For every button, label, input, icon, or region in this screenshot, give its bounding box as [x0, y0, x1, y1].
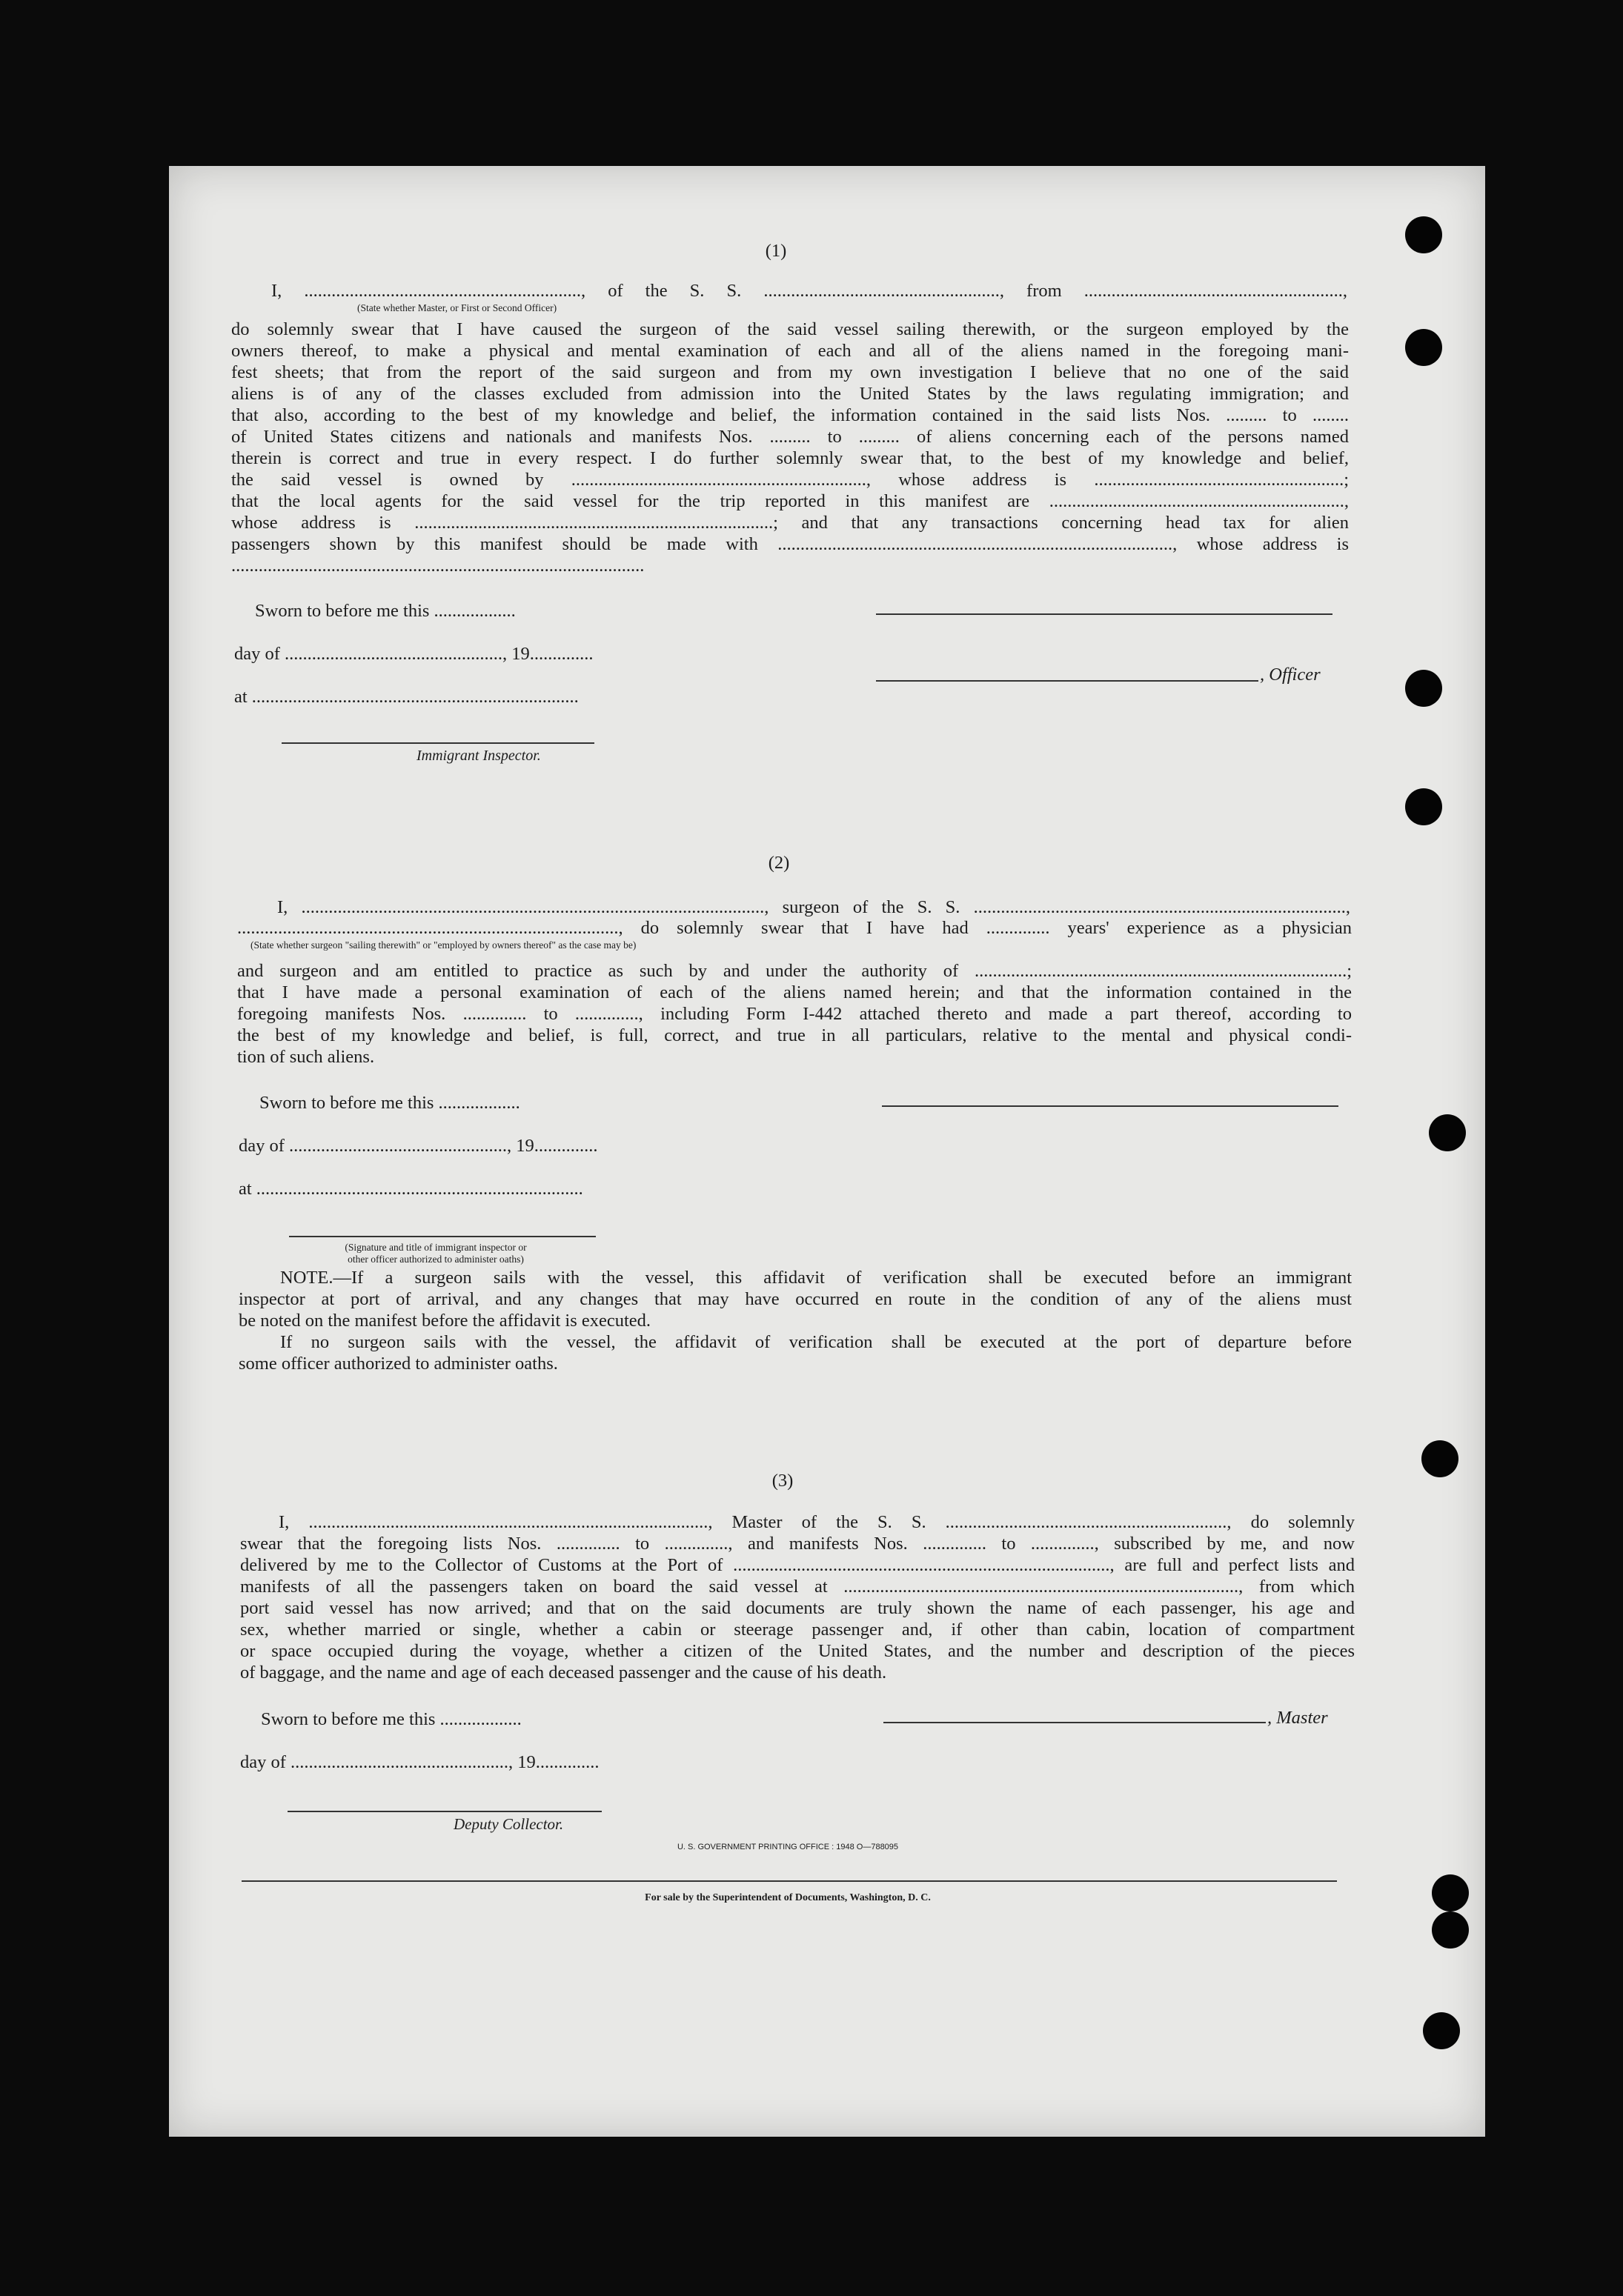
binder-hole [1405, 788, 1442, 825]
section-2-second-line: ...................................................................................., do solemnly swear that I have had .............. years' experience as a physician [237, 918, 1352, 938]
section-1-officer-note: (State whether Master, or First or Second Officer) [357, 302, 557, 313]
oath-line: and surgeon and am entitled to practice as such by and under the authority of ..................................................................................; [237, 961, 1352, 981]
oath-line: do solemnly swear that I have caused the surgeon of the said vessel sailing therewith, or the surgeon employed by the [231, 319, 1349, 339]
note-line: NOTE.—If a surgeon sails with the vessel, this affidavit of verification shall be executed before an immigrant [280, 1268, 1352, 1288]
oath-line: fest sheets; that from the report of the said surgeon and from my own investigation I believe that no one of the said [231, 362, 1349, 382]
note-line: inspector at port of arrival, and any changes that may have occurred en route in the condition of any of the aliens must [239, 1289, 1352, 1309]
note-line: some officer authorized to administer oaths. [239, 1354, 558, 1374]
printing-office-imprint: U. S. GOVERNMENT PRINTING OFFICE : 1948 O—788095 [677, 1843, 899, 1851]
binder-hole [1421, 1440, 1458, 1477]
section-1-inspector-signature-line [282, 742, 594, 744]
oath-line: delivered by me to the Collector of Customs at the Port of ..................................................................................., are full and perfect lists and [240, 1555, 1355, 1575]
oath-line: passengers shown by this manifest should be made with ......................................................................................., whose address is [231, 534, 1349, 554]
binder-hole [1405, 670, 1442, 707]
section-3-master-label: , Master [1267, 1708, 1328, 1728]
section-2-lead-line: I, ......................................................................................................, surgeon of the S. S. .................................................................................., [277, 897, 1350, 917]
section-2-sworn: Sworn to before me this .................. [259, 1093, 520, 1113]
oath-line: owners thereof, to make a physical and mental examination of each and all of the aliens named in the foregoing mani- [231, 341, 1349, 361]
section-2-surgeon-note: (State whether surgeon "sailing therewith" or "employed by owners thereof" as the case may be) [250, 939, 637, 951]
section-1-officer-label: , Officer [1260, 665, 1321, 685]
sale-notice: For sale by the Superintendent of Documents, Washington, D. C. [645, 1892, 931, 1903]
oath-line: tion of such aliens. [237, 1047, 375, 1067]
oath-line: sex, whether married or single, whether a cabin or steerage passenger and, if other than cabin, location of compartment [240, 1620, 1355, 1640]
oath-line: swear that the foregoing lists Nos. .............. to .............., and manifests Nos. .............. to .............., subscribed by me, and now [240, 1534, 1355, 1554]
oath-line: of baggage, and the name and age of each deceased passenger and the cause of his death. [240, 1663, 887, 1683]
section-2-signature-note [280, 1242, 591, 1265]
oath-line: whose address is ...............................................................................; and that any transactions concerning head tax for alien [231, 513, 1349, 533]
section-1-day-of: day of ................................................, 19.............. [234, 644, 594, 664]
section-1-officer-signature-line [876, 680, 1258, 682]
document-sheet [169, 166, 1485, 2137]
oath-line: of United States citizens and nationals and manifests Nos. ......... to ......... of aliens concerning each of the persons named [231, 427, 1349, 447]
binder-hole [1405, 216, 1442, 253]
section-3-collector-signature-line [288, 1811, 602, 1812]
binder-hole [1405, 329, 1442, 366]
oath-line: or space occupied during the voyage, whether a citizen of the United States, and the number and description of the pieces [240, 1641, 1355, 1661]
oath-line: that I have made a personal examination of each of the aliens named herein; and that the information contained in the [237, 982, 1352, 1002]
oath-line: therein is correct and true in every respect. I do further solemnly swear that, to the best of my knowledge and belief, [231, 448, 1349, 468]
oath-line: foregoing manifests Nos. .............. to .............., including Form I-442 attached thereto and made a part thereof, according to [237, 1004, 1352, 1024]
oath-line: the best of my knowledge and belief, is full, correct, and true in all particulars, relative to the mental and physical condi- [237, 1025, 1352, 1045]
section-1-sworn: Sworn to before me this .................. [255, 601, 516, 621]
oath-line: manifests of all the passengers taken on board the said vessel at ......................................................................................., from which [240, 1577, 1355, 1597]
section-2-surgeon-signature-line [882, 1105, 1338, 1107]
section-2-at: at ........................................................................ [239, 1179, 583, 1199]
footer-rule [242, 1880, 1337, 1882]
section-3-sworn: Sworn to before me this .................. [261, 1709, 522, 1729]
section-1-at: at ........................................................................ [234, 687, 579, 707]
section-2-day-of: day of ................................................, 19.............. [239, 1136, 598, 1156]
section-3-collector-title: Deputy Collector. [454, 1815, 564, 1833]
binder-hole [1429, 1114, 1466, 1151]
section-2-number: (2) [768, 853, 790, 873]
note-line: be noted on the manifest before the affidavit is executed. [239, 1311, 651, 1331]
section-1-lead-line: I, ............................................................., of the S. S. ...................................................., from ........................................................., [271, 281, 1347, 301]
section-2-oath-text [237, 960, 1352, 1068]
section-1-oath-text [231, 319, 1349, 576]
note-text [239, 1267, 1352, 1374]
section-3-number: (3) [771, 1471, 794, 1491]
oath-line: ........................................................................................... [231, 556, 645, 576]
oath-line: aliens is of any of the classes excluded from admission into the United States by the laws regulating immigration; and [231, 384, 1349, 404]
oath-line: that also, according to the best of my knowledge and belief, the information contained in the said lists Nos. ......... to ........ [231, 405, 1349, 425]
binder-hole [1432, 1874, 1469, 1911]
binder-hole [1432, 1911, 1469, 1949]
section-1-master-signature-line [876, 613, 1332, 615]
section-3-oath-text [240, 1511, 1355, 1683]
signature-note-line: other officer authorized to administer oaths) [348, 1254, 524, 1265]
section-3-day-of: day of ................................................, 19.............. [240, 1752, 600, 1772]
oath-line: that the local agents for the said vessel for the trip reported in this manifest are ................................................................., [231, 491, 1349, 511]
signature-note-line: (Signature and title of immigrant inspector or [345, 1242, 527, 1253]
oath-line: I, ........................................................................................, Master of the S. S. .............................................................., do solemnly [279, 1512, 1355, 1532]
section-1-number: (1) [765, 241, 787, 261]
section-2-inspector-signature-line [289, 1236, 596, 1237]
section-3-master-signature-line [883, 1722, 1266, 1723]
binder-hole [1423, 2012, 1460, 2049]
section-1-inspector-title: Immigrant Inspector. [416, 748, 541, 764]
oath-line: the said vessel is owned by ................................................................., whose address is .......................................................; [231, 470, 1349, 490]
note-line: If no surgeon sails with the vessel, the affidavit of verification shall be executed at the port of departure before [280, 1332, 1352, 1352]
oath-line: port said vessel has now arrived; and that on the said documents are truly shown the name of each passenger, his age and [240, 1598, 1355, 1618]
